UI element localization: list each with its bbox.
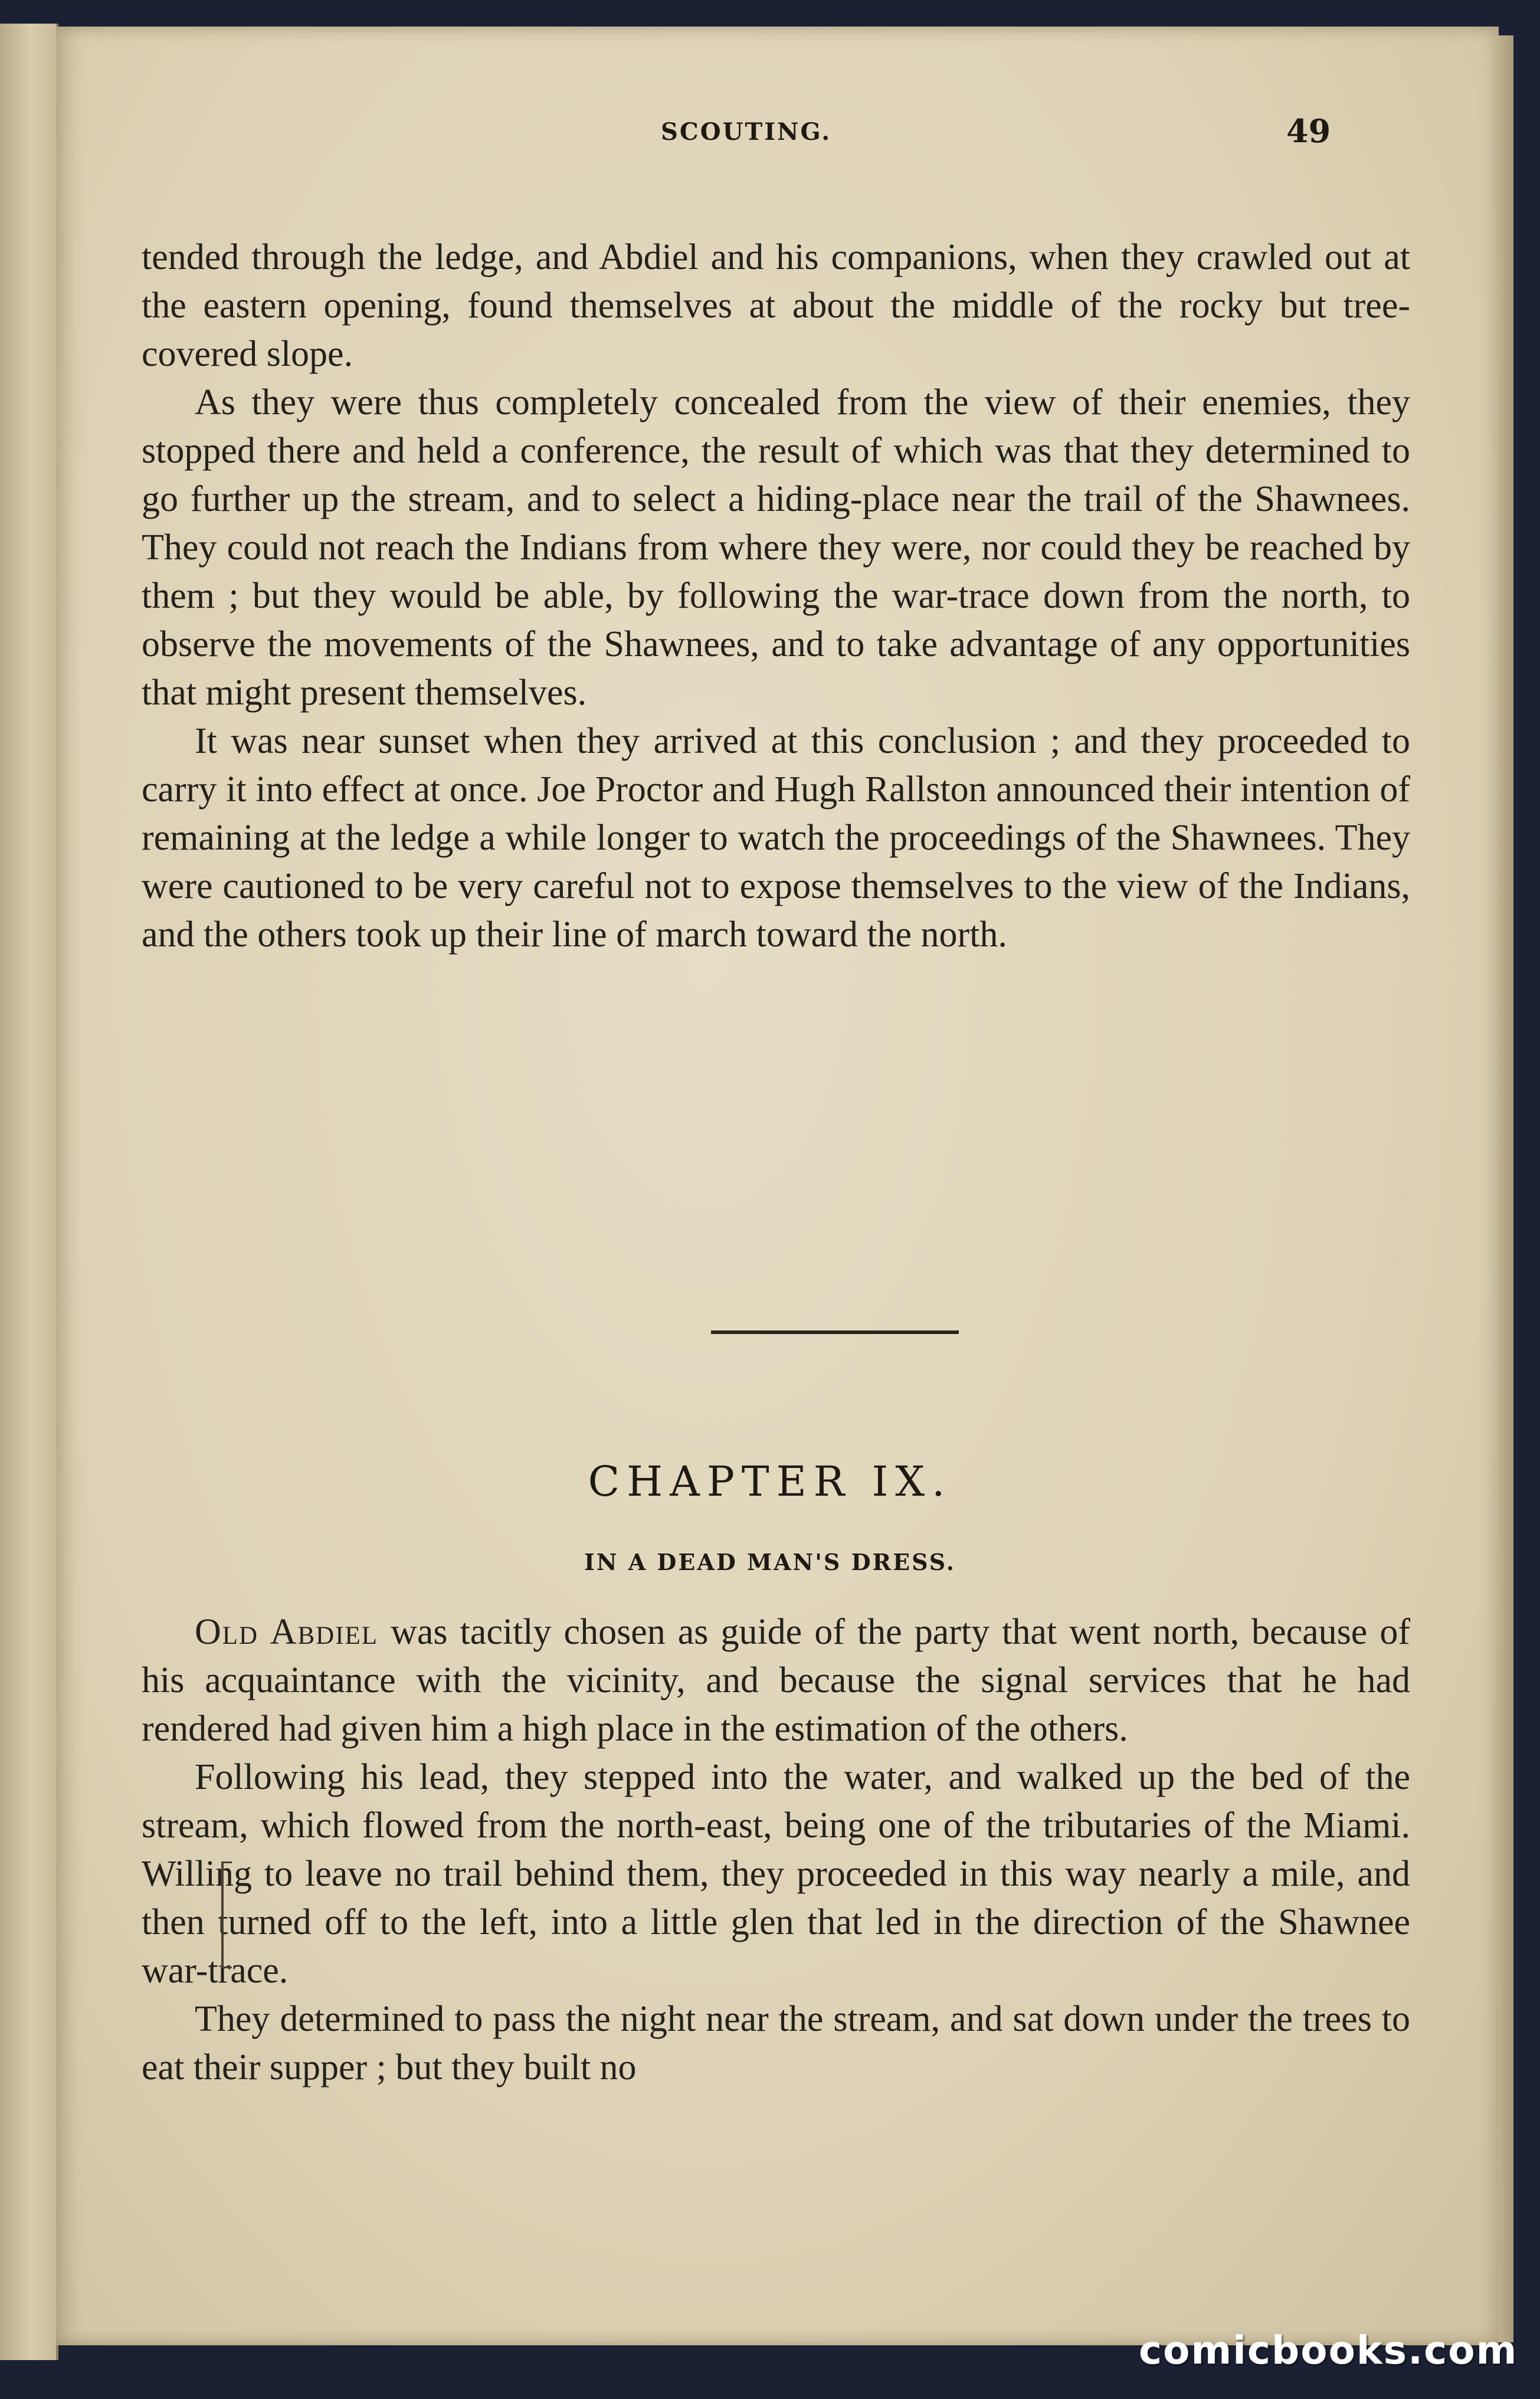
- watermark: comicbooks.com: [1139, 2328, 1518, 2373]
- page-number: 49: [1286, 112, 1331, 150]
- text-block-bottom: [142, 1608, 1410, 2092]
- paragraph-text: was tacitly chosen as guide of the party that went north, because of his acquaintance with the vicinity, and because the signal services that he had rendered had given him a high place in the estimation of the others.: [142, 1612, 1410, 1749]
- chapter-subtitle: IN A DEAD MAN'S DRESS.: [584, 1549, 956, 1575]
- paragraph: It was near sunset when they arrived at this conclusion ; and they proceeded to carry it into effect at once. Joe Proctor and Hugh Rallston announced their intention of remaining at the ledge a while longer to watch the proceedings of the Shawnees. They were cautioned to be very careful not to expose themselves to the view of the Indians, and the others took up their line of march toward the north.: [142, 721, 1410, 955]
- paragraph: They determined to pass the night near the stream, and sat down under the trees to eat their supper ; but they built no: [142, 1999, 1410, 2087]
- section-divider-rule: [711, 1330, 959, 1334]
- paragraph: Following his lead, they stepped into the water, and walked up the bed of the stream, which flowed from the north-east, being one of the tributaries of the Miami. Willing to leave no trail behind them, they proceeded in this way nearly a mile, and then turned off to the left, into a little glen that led in the direction of the Shawnee war-trace.: [142, 1757, 1410, 1991]
- running-head: SCOUTING.: [661, 118, 832, 146]
- previous-page-edge: [0, 24, 58, 2360]
- margin-pencil-mark: [221, 1861, 232, 1968]
- paragraph: As they were thus completely concealed from the view of their enemies, they stopped there and held a conference, the result of which was that they determined to go further up the stream, and to select a hiding-place near the trail of the Shawnees. They could not reach the Indians from where they were, nor could they be reached by them ; but they would be able, by following the war-trace down from the north, to observe the movements of the Shawnees, and to take advantage of any opportunities that might present themselves.: [142, 382, 1410, 713]
- page-edge-right: [1499, 35, 1513, 2342]
- chapter-title: CHAPTER IX.: [588, 1457, 952, 1506]
- paragraph: tended through the ledge, and Abdiel and his companions, when they crawled out at the eastern opening, found themselves at about the middle of the rocky but tree-covered slope.: [142, 237, 1410, 374]
- text-block-top: [142, 233, 1410, 959]
- paragraph-lead-words: Old Abdiel: [195, 1612, 379, 1652]
- paragraph: [142, 1608, 1410, 1753]
